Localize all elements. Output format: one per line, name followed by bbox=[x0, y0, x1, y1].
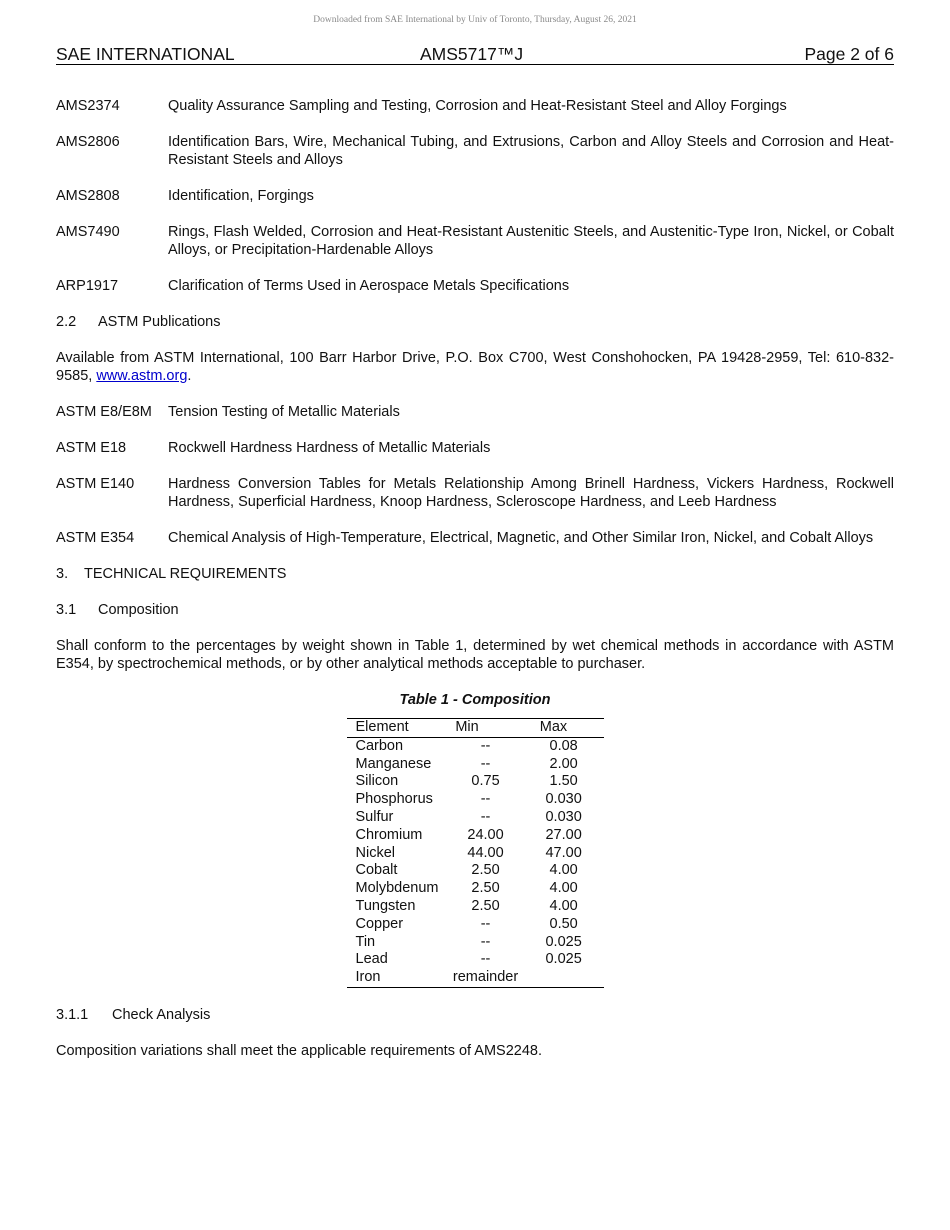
element-cell: Phosphorus bbox=[355, 791, 433, 808]
table-caption: Table 1 - Composition bbox=[399, 692, 551, 708]
section-heading-3 bbox=[56, 565, 894, 583]
max-cell: 0.025 bbox=[545, 933, 582, 950]
reference-title: Identification, Forgings bbox=[168, 188, 314, 204]
section-title: Composition bbox=[98, 602, 179, 618]
reference-item bbox=[56, 223, 894, 259]
composition-paragraph: Shall conform to the percentages by weight shown in Table 1, determined by wet chemical methods in accordance with ASTM E354, by spectrochemical methods, or by other analytical methods acceptable to purchaser. bbox=[56, 638, 894, 672]
astm-suffix: . bbox=[187, 368, 192, 384]
header-org: SAE INTERNATIONAL bbox=[56, 44, 235, 64]
reference-item bbox=[56, 277, 894, 295]
max-cell: 0.50 bbox=[549, 915, 578, 932]
table-row bbox=[347, 827, 604, 845]
header-page-number: Page 2 of 6 bbox=[804, 44, 894, 64]
reference-item bbox=[56, 97, 894, 115]
composition-table bbox=[347, 718, 604, 988]
reference-code: ASTM E140 bbox=[56, 476, 135, 492]
table-row bbox=[347, 737, 604, 755]
max-cell: 1.50 bbox=[549, 773, 578, 790]
sae-reference-list bbox=[56, 97, 894, 295]
reference-title: Identification Bars, Wire, Mechanical Tubing, and Extrusions, Carbon and Alloy Steels and Corrosion and Heat-Resistant Steels and Alloys bbox=[168, 134, 894, 168]
table-row bbox=[347, 791, 604, 809]
reference-code: AMS7490 bbox=[56, 224, 120, 240]
table-header-row bbox=[347, 719, 604, 738]
header-doc-number: AMS5717™J bbox=[420, 44, 524, 64]
table-row bbox=[347, 880, 604, 898]
table-row bbox=[347, 951, 604, 969]
document-body bbox=[56, 97, 894, 1078]
min-cell: 2.50 bbox=[471, 880, 500, 897]
element-cell: Tungsten bbox=[355, 897, 416, 914]
reference-item bbox=[56, 439, 894, 457]
astm-website-link[interactable]: www.astm.org bbox=[96, 368, 188, 384]
reference-code: AMS2808 bbox=[56, 188, 120, 204]
element-cell: Copper bbox=[355, 915, 404, 932]
astm-availability-paragraph bbox=[56, 349, 894, 385]
max-cell bbox=[524, 969, 604, 987]
reference-item bbox=[56, 475, 894, 511]
reference-code: AMS2806 bbox=[56, 134, 120, 150]
max-cell: 4.00 bbox=[549, 880, 578, 897]
section-title: Check Analysis bbox=[112, 1006, 211, 1023]
table-row bbox=[347, 845, 604, 863]
section-title: ASTM Publications bbox=[98, 314, 221, 330]
reference-title: Tension Testing of Metallic Materials bbox=[168, 404, 400, 420]
max-cell: 0.030 bbox=[545, 808, 582, 825]
element-cell: Nickel bbox=[355, 844, 395, 861]
reference-item bbox=[56, 529, 894, 547]
reference-item bbox=[56, 133, 894, 169]
min-cell: -- bbox=[480, 755, 491, 772]
reference-item bbox=[56, 403, 894, 421]
max-cell: 27.00 bbox=[545, 826, 582, 843]
section-heading-3-1-1 bbox=[56, 1006, 894, 1024]
table-row bbox=[347, 809, 604, 827]
reference-code: ASTM E354 bbox=[56, 530, 135, 546]
reference-code: ASTM E8/E8M bbox=[56, 404, 152, 420]
min-cell: -- bbox=[480, 737, 491, 754]
table-row bbox=[347, 934, 604, 952]
table-row bbox=[347, 773, 604, 791]
reference-title: Chemical Analysis of High-Temperature, Electrical, Magnetic, and Other Similar Iron, Nickel, and Cobalt Alloys bbox=[168, 530, 874, 546]
min-cell: -- bbox=[480, 808, 491, 825]
column-header-element: Element bbox=[355, 719, 409, 735]
element-cell: Manganese bbox=[355, 755, 432, 772]
min-cell: remainder bbox=[452, 969, 519, 986]
reference-title: Clarification of Terms Used in Aerospace Metals Specifications bbox=[168, 278, 570, 294]
section-heading-3-1 bbox=[56, 601, 894, 619]
column-header-max: Max bbox=[539, 719, 568, 735]
section-number: 3. bbox=[56, 566, 69, 582]
astm-reference-list bbox=[56, 403, 894, 547]
section-number: 3.1 bbox=[56, 602, 77, 618]
max-cell: 2.00 bbox=[549, 755, 578, 772]
max-cell: 0.025 bbox=[545, 951, 582, 968]
min-cell: -- bbox=[480, 791, 491, 808]
check-analysis-paragraph: Composition variations shall meet the applicable requirements of AMS2248. bbox=[56, 1042, 543, 1059]
table-row bbox=[347, 756, 604, 774]
min-cell: -- bbox=[480, 951, 491, 968]
max-cell: 0.030 bbox=[545, 791, 582, 808]
min-cell: 44.00 bbox=[467, 844, 504, 861]
section-number: 3.1.1 bbox=[56, 1006, 89, 1023]
max-cell: 47.00 bbox=[545, 844, 582, 861]
element-cell: Molybdenum bbox=[355, 880, 439, 897]
max-cell: 4.00 bbox=[549, 862, 578, 879]
column-header-min: Min bbox=[455, 719, 479, 735]
section-title: TECHNICAL REQUIREMENTS bbox=[84, 566, 287, 582]
table-row bbox=[347, 969, 604, 987]
element-cell: Chromium bbox=[355, 826, 423, 843]
element-cell: Iron bbox=[355, 969, 381, 986]
table-row bbox=[347, 916, 604, 934]
min-cell: 0.75 bbox=[471, 773, 500, 790]
reference-code: AMS2374 bbox=[56, 98, 120, 114]
element-cell: Carbon bbox=[355, 737, 404, 754]
reference-item bbox=[56, 187, 894, 205]
astm-address-text: Available from ASTM International, 100 Barr Harbor Drive, P.O. Box C700, West Conshohocken, PA 19428-2959, Tel: 610-832-9585, bbox=[56, 350, 894, 384]
section-heading-2-2 bbox=[56, 313, 894, 331]
table-row bbox=[347, 862, 604, 880]
element-cell: Lead bbox=[355, 951, 388, 968]
table-row bbox=[347, 898, 604, 916]
page-header bbox=[56, 44, 894, 65]
element-cell: Cobalt bbox=[355, 862, 398, 879]
reference-title: Rings, Flash Welded, Corrosion and Heat-Resistant Austenitic Steels, and Austenitic-Type Iron, Nickel, or Cobalt Alloys, or Precipitation-Hardenable Alloys bbox=[168, 224, 894, 258]
reference-title: Quality Assurance Sampling and Testing, Corrosion and Heat-Resistant Steel and Alloy Forgings bbox=[168, 98, 787, 114]
reference-code: ARP1917 bbox=[56, 278, 119, 294]
element-cell: Sulfur bbox=[355, 808, 394, 825]
element-cell: Silicon bbox=[355, 773, 399, 790]
min-cell: 2.50 bbox=[471, 862, 500, 879]
element-cell: Tin bbox=[355, 933, 376, 950]
max-cell: 0.08 bbox=[549, 737, 578, 754]
min-cell: -- bbox=[480, 915, 491, 932]
min-cell: 24.00 bbox=[467, 826, 504, 843]
reference-title: Rockwell Hardness Hardness of Metallic Materials bbox=[168, 440, 491, 456]
min-cell: 2.50 bbox=[471, 897, 500, 914]
section-number: 2.2 bbox=[56, 314, 77, 330]
download-watermark: Downloaded from SAE International by Univ of Toronto, Thursday, August 26, 2021 bbox=[313, 15, 637, 25]
reference-title: Hardness Conversion Tables for Metals Relationship Among Brinell Hardness, Vickers Hardness, Rockwell Hardness, Superficial Hardness, Knoop Hardness, Scleroscope Hardness, and Leeb Hardness bbox=[168, 476, 894, 510]
reference-code: ASTM E18 bbox=[56, 440, 127, 456]
min-cell: -- bbox=[480, 933, 491, 950]
max-cell: 4.00 bbox=[549, 897, 578, 914]
